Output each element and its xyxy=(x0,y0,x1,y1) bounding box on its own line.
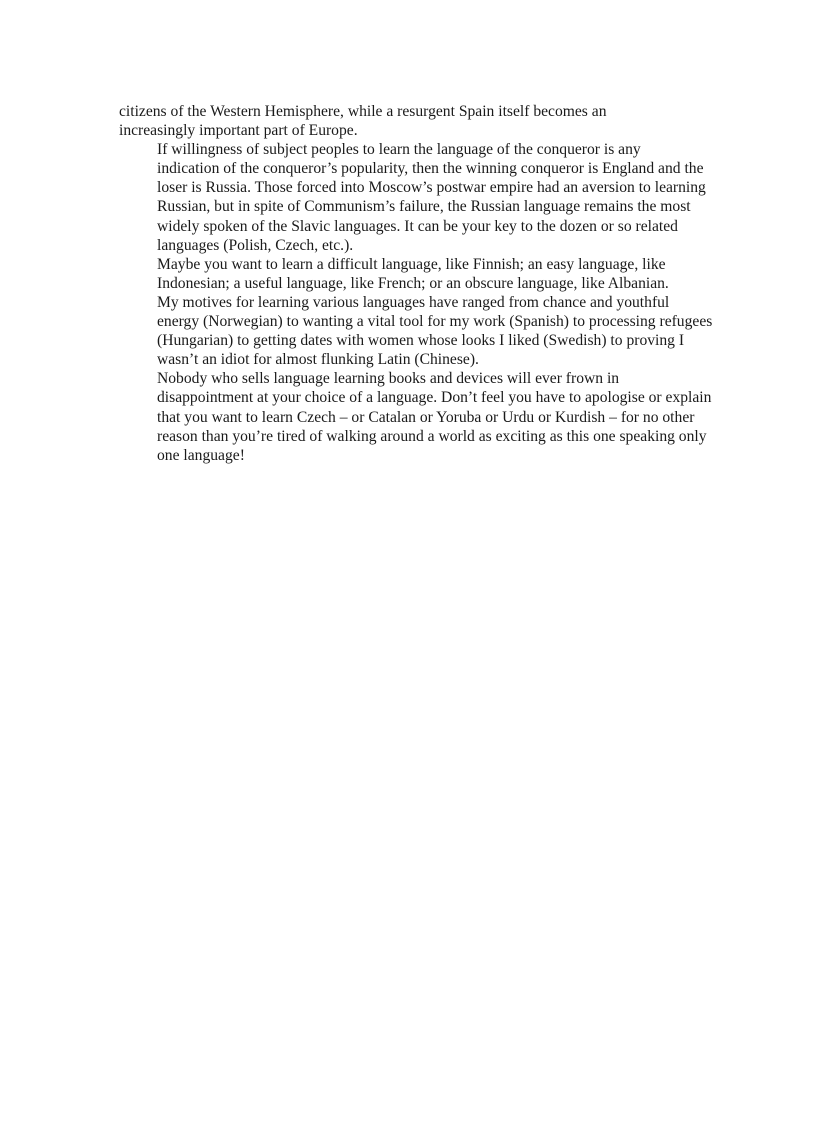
paragraph-conqueror xyxy=(119,140,706,255)
text-line: languages (Polish, Czech, etc.). xyxy=(157,236,354,254)
text-line: Maybe you want to learn a difficult language, like Finnish; an easy language, like xyxy=(157,255,666,273)
body-text xyxy=(119,102,713,465)
text-line: (Hungarian) to getting dates with women whose looks I liked (Swedish) to proving I xyxy=(157,332,685,350)
text-line: widely spoken of the Slavic languages. It can be your key to the dozen or so related xyxy=(157,217,678,235)
text-line: increasingly important part of Europe. xyxy=(119,122,358,140)
text-line: disappointment at your choice of a language. Don’t feel you have to apologise or explain xyxy=(157,389,712,407)
text-line: My motives for learning various languages have ranged from chance and youthful xyxy=(157,293,670,311)
paragraph-language-types xyxy=(119,255,701,293)
text-line: indication of the conqueror’s popularity, then the winning conqueror is England and the xyxy=(157,160,704,178)
text-line: that you want to learn Czech – or Catalan or Yoruba or Urdu or Kurdish – for no other xyxy=(157,408,695,426)
text-line: citizens of the Western Hemisphere, while a resurgent Spain itself becomes an xyxy=(119,103,607,120)
paragraph-motives xyxy=(119,293,713,369)
paragraph-nobody-frowns xyxy=(119,369,712,464)
text-line: Russian, but in spite of Communism’s failure, the Russian language remains the most xyxy=(157,198,691,216)
text-line: If willingness of subject peoples to learn the language of the conqueror is any xyxy=(157,141,641,159)
text-line: Nobody who sells language learning books and devices will ever frown in xyxy=(157,370,620,388)
paragraph-western-hemisphere xyxy=(119,102,701,140)
text-line: reason than you’re tired of walking around a world as exciting as this one speaking only xyxy=(157,427,707,445)
text-line: wasn’t an idiot for almost flunking Latin (Chinese). xyxy=(157,351,479,369)
text-line: energy (Norwegian) to wanting a vital tool for my work (Spanish) to processing refugees xyxy=(157,313,713,331)
text-line: Indonesian; a useful language, like French; or an obscure language, like Albanian. xyxy=(157,274,669,292)
text-line: one language! xyxy=(157,446,245,464)
text-line: loser is Russia. Those forced into Moscow’s postwar empire had an aversion to learning xyxy=(157,179,706,197)
